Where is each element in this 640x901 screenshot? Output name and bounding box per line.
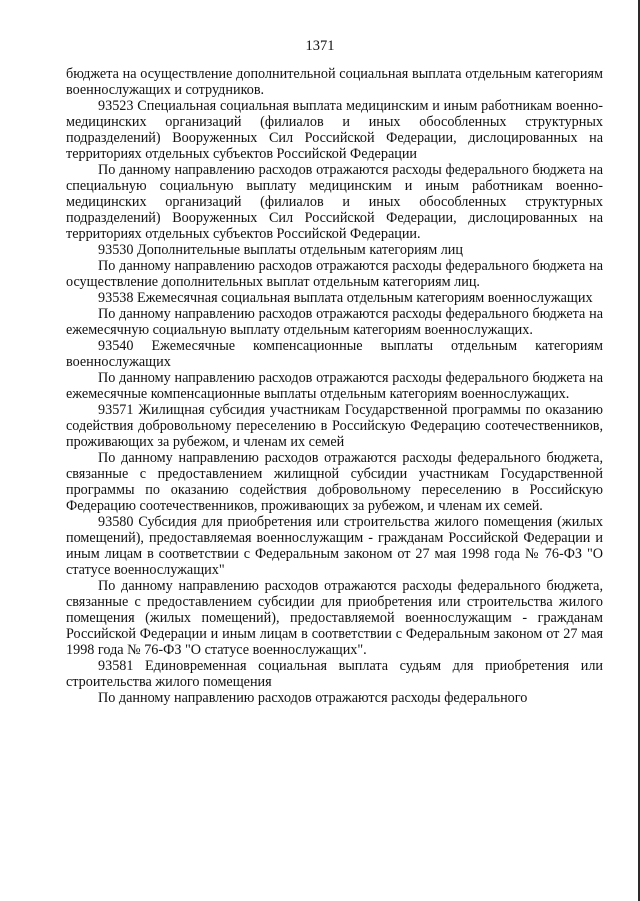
page-number: 1371: [305, 38, 335, 54]
paragraph: По данному направлению расходов отражаются расходы федерального бюджета на специальную социальную выплату медицинским и иным работникам военно-медицинских организаций (филиалов и иных обособленных структурных подразделений) Вооруженных Сил Российской Федерации, дислоцированных на территориях отдельных субъектов Российской Федерации.: [66, 162, 603, 242]
paragraph: 93580 Субсидия для приобретения или строительства жилого помещения (жилых помещений), предоставляемая военнослужащим - гражданам Российской Федерации и иным лицам в соответствии с Федеральным законом от 27 мая 1998 года № 76-ФЗ "О статусе военнослужащих": [66, 514, 603, 578]
paragraph: По данному направлению расходов отражаются расходы федерального бюджета, связанные с предоставлением жилищной субсидии участникам Государственной программы по оказанию содействия добровольному переселению в Российскую Федерацию соотечественников, проживающих за рубежом, и членам их семей.: [66, 450, 603, 514]
paragraph: бюджета на осуществление дополнительной социальная выплата отдельным категориям военнослужащих и сотрудников.: [66, 66, 603, 98]
paragraph: 93523 Специальная социальная выплата медицинским и иным работникам военно-медицинских организаций (филиалов и иных обособленных структурных подразделений) Вооруженных Сил Российской Федерации, дислоцированных на территориях отдельных субъектов Российской Федерации: [66, 98, 603, 162]
paragraph: По данному направлению расходов отражаются расходы федерального бюджета на ежемесячные компенсационные выплаты отдельным категориям военнослужащих.: [66, 370, 603, 402]
paragraph: По данному направлению расходов отражаются расходы федерального: [98, 690, 528, 706]
paragraph: 93538 Ежемесячная социальная выплата отдельным категориям военнослужащих: [98, 290, 593, 306]
paragraph: По данному направлению расходов отражаются расходы федерального бюджета, связанные с предоставлением субсидии для приобретения или строительства жилого помещения (жилых помещений), предоставляемой военнослужащим - гражданам Российской Федерации и иным лицам в соответствии с Федеральным законом от 27 мая 1998 года № 76-ФЗ "О статусе военнослужащих".: [66, 578, 603, 658]
paragraph: 93530 Дополнительные выплаты отдельным категориям лиц: [98, 242, 463, 258]
document-body: [66, 66, 603, 706]
paragraph: 93581 Единовременная социальная выплата судьям для приобретения или строительства жилого помещения: [66, 658, 603, 690]
paragraph: 93571 Жилищная субсидия участникам Государственной программы по оказанию содействия добровольному переселению в Российскую Федерацию соотечественников, проживающих за рубежом, и членам их семей: [66, 402, 603, 450]
paragraph: По данному направлению расходов отражаются расходы федерального бюджета на ежемесячную социальную выплату отдельным категориям военнослужащих.: [66, 306, 603, 338]
paragraph: По данному направлению расходов отражаются расходы федерального бюджета на осуществление дополнительных выплат отдельным категориям лиц.: [66, 258, 603, 290]
paragraph: 93540 Ежемесячные компенсационные выплаты отдельным категориям военнослужащих: [66, 338, 603, 370]
